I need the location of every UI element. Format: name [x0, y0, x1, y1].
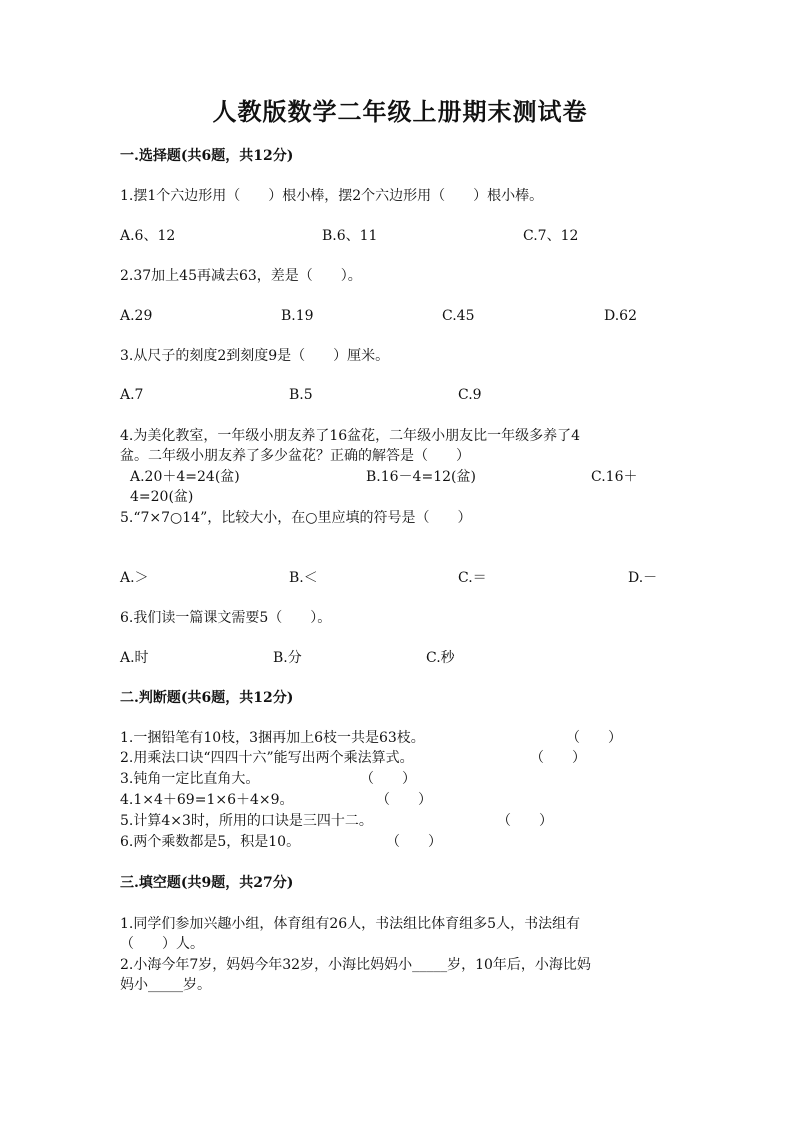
option-b: B.16－4=12(盆) [366, 469, 476, 485]
judgment-item: 3.钝角一定比直角大。 [120, 771, 260, 787]
question-stem-line: 盆。二年级小朋友养了多少盆花？正确的解答是（ ） [120, 448, 470, 464]
option-c: C.＝ [458, 570, 487, 586]
option-b: B.＜ [289, 570, 318, 586]
judgment-item: 5.计算4×3时，所用的口诀是三四十二。 [120, 813, 373, 829]
option-a: A.6、12 [120, 228, 176, 244]
question-stem: 2.37加上45再减去63，差是（ ）。 [120, 268, 362, 284]
answer-bracket: （ ） [386, 834, 442, 850]
question-stem: 1.摆1个六边形用（ ）根小棒，摆2个六边形用（ ）根小棒。 [120, 188, 544, 204]
option-d: D.62 [604, 308, 637, 324]
fill-blank-line: 妈小_____岁。 [120, 977, 211, 993]
option-a: A.7 [120, 387, 144, 403]
judgment-item: 4.1×4＋69=1×6＋4×9。 [120, 792, 294, 808]
answer-bracket: （ ） [530, 750, 586, 766]
page-title: 人教版数学二年级上册期末测试卷 [212, 97, 588, 126]
option-a: A.20＋4=24(盆) [130, 469, 240, 485]
option-a: A.29 [120, 308, 153, 324]
answer-bracket: （ ） [360, 771, 416, 787]
option-c: C.16＋ [591, 469, 638, 485]
section-heading-choice: 一.选择题(共6题，共12分) [120, 148, 294, 164]
option-b: B.5 [289, 387, 313, 403]
option-continuation: 4=20(盆) [130, 489, 194, 505]
option-b: B.分 [273, 650, 302, 666]
section-heading-fill-blank: 三.填空题(共9题，共27分) [120, 875, 294, 891]
option-c: C.45 [442, 308, 475, 324]
judgment-item: 6.两个乘数都是5，积是10。 [120, 834, 301, 850]
answer-bracket: （ ） [497, 813, 553, 829]
answer-bracket: （ ） [566, 730, 622, 746]
question-stem: 6.我们读一篇课文需要5（ ）。 [120, 610, 332, 626]
question-stem: 5.“7×7○14”，比较大小，在○里应填的符号是（ ） [120, 510, 472, 526]
option-c: C.9 [458, 387, 482, 403]
option-d: D.－ [628, 570, 658, 586]
option-c: C.7、12 [523, 228, 579, 244]
answer-bracket: （ ） [376, 792, 432, 808]
option-a: A.＞ [120, 570, 149, 586]
question-stem: 3.从尺子的刻度2到刻度9是（ ）厘米。 [120, 348, 390, 364]
question-stem-line: 4.为美化教室，一年级小朋友养了16盆花，二年级小朋友比一年级多养了4 [120, 428, 581, 444]
section-heading-judgment: 二.判断题(共6题，共12分) [120, 690, 294, 706]
judgment-item: 2.用乘法口诀“四四十六”能写出两个乘法算式。 [120, 750, 414, 766]
option-c: C.秒 [426, 650, 455, 666]
option-b: B.19 [281, 308, 314, 324]
judgment-item: 1.一捆铅笔有10枝，3捆再加上6枝一共是63枝。 [120, 730, 425, 746]
fill-blank-line: 1.同学们参加兴趣小组，体育组有26人，书法组比体育组多5人，书法组有 [120, 916, 581, 932]
fill-blank-line: 2.小海今年7岁，妈妈今年32岁，小海比妈妈小_____岁，10年后，小海比妈 [120, 957, 591, 973]
fill-blank-line: （ ）人。 [120, 936, 204, 952]
option-b: B.6、11 [322, 228, 378, 244]
option-a: A.时 [120, 650, 149, 666]
